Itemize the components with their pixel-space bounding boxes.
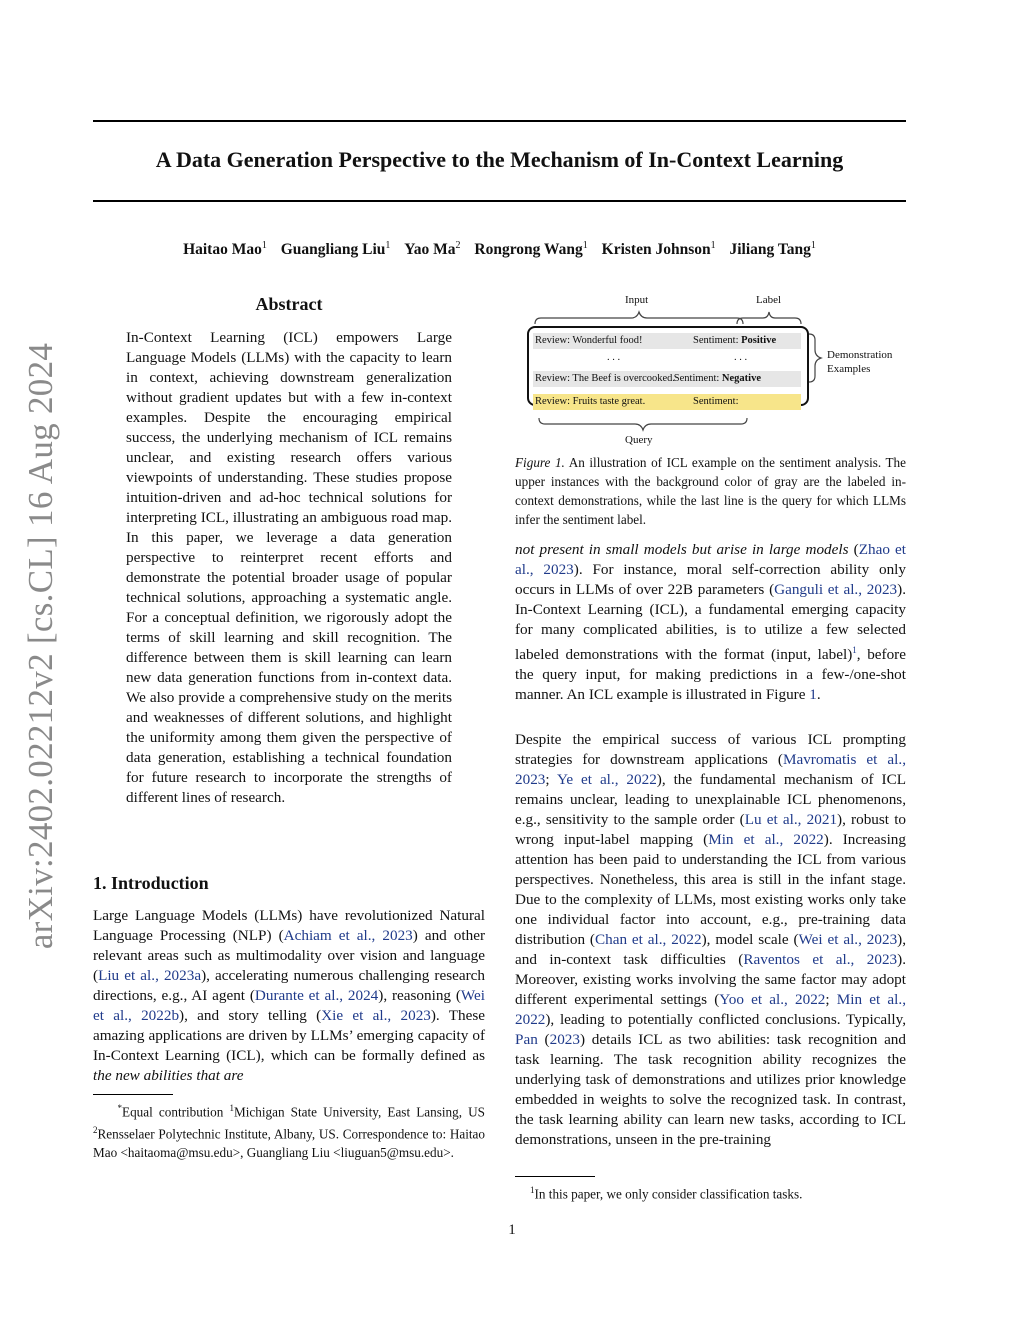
footnote-text: In this paper, we only consider classification tasks.: [534, 1186, 803, 1202]
figure-caption: [515, 453, 906, 529]
citation-year: 2023: [382, 927, 413, 944]
author-name: Guangliang Liu: [280, 241, 386, 259]
input-brace: [535, 312, 743, 324]
citation-sep: ,: [858, 581, 867, 598]
input-label: Input: [625, 294, 649, 306]
text-run: , before the query input, for making predictions in a few-/one-shot manner. An ICL example is illustrated in Figure: [515, 646, 906, 704]
citation-sep: ,: [387, 1007, 401, 1024]
footnote-link[interactable]: 1: [852, 645, 857, 655]
footnote-divider: [93, 1094, 173, 1095]
label-prefix: Sentiment:: [693, 335, 742, 346]
author-affiliation: 2: [455, 240, 461, 251]
citation-sep: ,: [662, 931, 672, 948]
demo-input: Review: The Beef is overcooked.: [535, 373, 676, 384]
citation-sep: ,: [784, 991, 795, 1008]
abstract-text: In-Context Learning (ICL) empowers Large Language Models (LLMs) with the capacity to learn in context, achieving downstream generalization without gradient updates but with a few in-context examples. Despite the encouraging empirical success, the underlying mechanism of ICL remains unclear, and existing research offers various viewpoints of understanding. These studies propose intuition-driven and ad-hoc technical solutions for interpreting ICL, illustrating an ambiguous road map. In this paper, we leverage a data generation perspective to reinterpret recent efforts and demonstrate the potential broader usage of popular technical solutions, approaching a systematic angle. For a conceptual definition, we rigorously adopt the terms of skill learning and skill recognition. The difference between them is skill learning can learn new data generation functions from in-context data. We also provide a comprehensive study on the merits and weaknesses of different solutions, and highlight the uniformity among them given the perspective of data generation, establishing a technical foundation for future research to incorporate the strengths of different lines of research.: [126, 329, 452, 806]
title-rule-bottom: [93, 200, 906, 202]
author-name: Rongrong Wang: [474, 241, 583, 259]
demonstration-label: Demonstration: [827, 349, 893, 361]
citation-link[interactable]: [743, 951, 897, 968]
citation-year: 2023: [400, 1007, 431, 1024]
citation-year: 2023: [515, 771, 546, 788]
citation-sep: ,: [371, 927, 383, 944]
citation-link[interactable]: [595, 931, 702, 948]
query-label-text: Query: [625, 434, 653, 446]
citation-author: Mavromatis et al.: [782, 751, 903, 768]
citation-link[interactable]: [321, 1007, 431, 1024]
citation-link[interactable]: [774, 581, 897, 598]
demonstration-row: [533, 333, 801, 349]
label-prefix: Sentiment:: [673, 373, 722, 384]
citation-year: 2021: [806, 811, 838, 828]
citation-year: 2022: [626, 771, 657, 788]
citation-sep: ,: [779, 831, 794, 848]
query-input: Review: Fruits taste great.: [535, 396, 646, 407]
author-name: Yao Ma: [404, 241, 456, 259]
citation-author: Zhao et al.: [515, 541, 907, 578]
title-rule-top: [93, 120, 906, 122]
citation-author: Xie et al.: [321, 1007, 388, 1024]
arxiv-identifier: arXiv:2402.02212v2 [cs.CL] 16 Aug 2024: [21, 342, 60, 950]
citation-link[interactable]: [515, 1031, 538, 1048]
italic-text: the new abilities that are: [93, 1067, 244, 1084]
query-row: [533, 394, 801, 410]
citation-link[interactable]: [255, 987, 378, 1004]
abstract-heading: Abstract: [255, 294, 323, 314]
citation-link[interactable]: [719, 991, 825, 1008]
examples-label: Examples: [827, 363, 871, 375]
text-run: ). These amazing applications are driven by LLMs’ emerging capacity of In-Context Learning (ICL), which can be formally defined as: [93, 1007, 485, 1064]
citation-link[interactable]: [284, 927, 413, 944]
caption-label: Figure 1.: [515, 455, 565, 470]
demo-input: Review: Wonderful food!: [535, 335, 643, 346]
citation-author: Achiam et al.: [283, 927, 372, 944]
body-paragraph: [515, 540, 906, 705]
citation-author: Chan et al.: [594, 931, 663, 948]
citation-sep: ,: [128, 1007, 142, 1024]
author: [183, 241, 267, 258]
text-run: Large Language Models (LLMs) have revolutionized Natural Language Processing (NLP) (: [93, 907, 485, 944]
author-affiliation: 1: [710, 240, 716, 251]
demo-label: [674, 371, 761, 387]
citation-author: Lu et al.: [744, 811, 798, 828]
text-run: (: [848, 541, 859, 558]
citation-year: 2023a: [163, 967, 202, 984]
citation-sep: ,: [850, 951, 867, 968]
text-run: ), robust to wrong input-label mapping (: [515, 811, 907, 848]
text-run: .: [816, 686, 821, 704]
citation-author: Wei et al.: [798, 931, 859, 948]
text-run: Despite the empirical success of various ICL prompting strategies for downstream applications (: [515, 731, 906, 768]
italic-text: not present in small models but arise in large models: [515, 541, 849, 558]
footnote-mark: 1: [229, 1103, 234, 1113]
footnote: [530, 1181, 906, 1203]
citation-sep: ,: [902, 991, 906, 1008]
affiliation-footnote: [93, 1099, 485, 1162]
citation-sep: (: [537, 1031, 550, 1048]
figure-reference-link[interactable]: 1: [809, 686, 817, 704]
text-run: ), model scale (: [701, 931, 799, 948]
page-number: 1: [508, 1222, 516, 1238]
citation-link[interactable]: [557, 771, 657, 788]
citation-link[interactable]: [745, 811, 837, 828]
citation-sep: ,: [155, 967, 164, 984]
author-name: Kristen Johnson: [601, 241, 711, 259]
citation-sep: ,: [902, 751, 906, 768]
citation-author: Yoo et al.: [719, 991, 785, 1008]
text-run: ), and story telling (: [179, 1007, 322, 1024]
figure-icl-example: [515, 290, 906, 450]
ellipsis: . . .: [734, 352, 748, 363]
citation-sep: ,: [339, 987, 348, 1004]
citation-author: Raventos et al.: [743, 951, 851, 968]
text-run: Equal contribution: [122, 1104, 230, 1120]
citation-sep: ,: [858, 931, 867, 948]
author-list: [93, 235, 906, 261]
citation-author: Liu et al.: [98, 967, 156, 984]
citation-year: 2022b: [141, 1007, 180, 1024]
author-name: Haitao Mao: [183, 241, 262, 259]
text-run: ). Increasing attention has been paid to understanding the ICL from various perspectives. Nonetheless, this area is still in the infant stage. Due to the complexity of LLMs, most existing works only take one individual factor into account, e.g., pre-training data distribution (: [515, 831, 906, 948]
citation-author: Wei et al.: [93, 987, 485, 1024]
citation-link[interactable]: [799, 931, 898, 948]
citation-year: 2023: [866, 951, 898, 968]
caption-text: An illustration of ICL example on the sentiment analysis. The upper instances with the background color of gray are the labeled in-context demonstrations, while the last line is the query for which LLMs infer the sentiment label.: [515, 455, 907, 527]
citation-year: 2023: [866, 931, 898, 948]
citation-link[interactable]: [550, 1031, 580, 1048]
citation-author: Min et al.: [836, 991, 903, 1008]
demonstration-row: [533, 371, 801, 387]
author-affiliation: 1: [810, 240, 816, 251]
citation-year: 2022: [793, 831, 824, 848]
body-paragraph: [515, 730, 906, 1150]
text-run: Michigan State University, East Lansing, US: [234, 1104, 486, 1120]
text-run: ), reasoning (: [378, 987, 461, 1004]
citation-sep: ,: [797, 811, 807, 828]
citation-sep: ;: [545, 771, 557, 788]
introduction-heading: 1. Introduction: [93, 873, 209, 893]
label-value: Positive: [741, 335, 777, 346]
citation-sep: ,: [614, 771, 627, 788]
citation-author: Ganguli et al.: [774, 581, 859, 598]
demonstration-brace: [809, 334, 821, 382]
citation-author: Durante et al.: [254, 987, 340, 1004]
text-run: ), accelerating numerous challenging research directions, e.g., AI agent (: [93, 967, 485, 1004]
footnote-mark: 2: [93, 1125, 98, 1136]
footnote-mark: 1: [530, 1185, 535, 1195]
citation-link[interactable]: [98, 967, 201, 984]
query-brace: [539, 418, 747, 430]
citation-year: 2022: [795, 991, 826, 1008]
label-value: Negative: [721, 373, 761, 384]
label-brace: [737, 312, 801, 324]
author-name: Jiliang Tang: [729, 241, 811, 259]
text-run: ), the fundamental mechanism of ICL remains unclear, leading to unexplainable ICL phenomenons, e.g., sensitivity to the sample order (: [515, 771, 906, 828]
author: [474, 241, 587, 258]
text-run: ) and other relevant areas such as multimodality over vision and language (: [93, 927, 486, 984]
query-label: [693, 394, 739, 410]
text-run: ). For instance, moral self-correction ability only occurs in LLMs of over 22B parameters (: [515, 561, 906, 598]
text-run: Rensselaer Polytechnic Institute, Albany, US. Correspondence to: Haitao Mao <haitaoma@msu.edu>, Guangliang Liu <liuguan5@msu.edu>.: [93, 1126, 485, 1160]
introduction-paragraph: [93, 906, 485, 1086]
label-label: Label: [756, 294, 782, 306]
citation-link[interactable]: [708, 831, 824, 848]
ellipsis: . . .: [607, 352, 621, 363]
author: [281, 241, 391, 258]
paper-title: A Data Generation Perspective to the Mechanism of In-Context Learning: [155, 147, 844, 172]
citation-year: 2023: [549, 1031, 580, 1048]
citation-year: 2023: [543, 561, 574, 578]
citation-author: Min et al.: [708, 831, 780, 848]
text-run: ). In-Context Learning (ICL), a fundamental emerging capacity for many complicated abilities, is to utilize a few selected labeled demonstrations with the format (input, label): [515, 581, 906, 664]
citation-year: 2022: [671, 931, 702, 948]
author-affiliation: 1: [385, 240, 391, 251]
author: [404, 241, 460, 258]
footnote-mark: *: [117, 1103, 123, 1113]
author-affiliation: 1: [582, 240, 588, 251]
citation-year: 2024: [347, 987, 379, 1004]
text-run: ). Moreover, existing works involving the same factor may adopt different experimental settings (: [515, 951, 906, 1008]
citation-sep: ,: [529, 561, 544, 578]
citation-year: 2023: [866, 581, 898, 598]
citation-year: 2022: [515, 1011, 546, 1028]
demo-label: [693, 333, 776, 349]
citation-sep: ;: [825, 991, 837, 1008]
text-run: ) details ICL as two abilities: task recognition and task learning. The task recognition ability recognizes the underlying task of demonstrations and utilizes prior knowledge embedded in weights to solve the recognized task. In contrast, the task learning ability can learn new tasks, according to ICL demonstrations, unseen in the pre-training: [515, 1031, 906, 1148]
text-run: ), and in-context task difficulties (: [515, 931, 907, 968]
text-run: ), leading to potentially conflicted conclusions. Typically,: [545, 1011, 906, 1028]
author-affiliation: 1: [261, 240, 267, 251]
footnote-divider: [515, 1176, 595, 1177]
label-prefix: Sentiment:: [693, 396, 739, 407]
author: [602, 241, 716, 258]
citation-author: Ye et al.: [556, 771, 615, 788]
citation-author: Pan: [515, 1031, 538, 1048]
author: [730, 241, 816, 258]
